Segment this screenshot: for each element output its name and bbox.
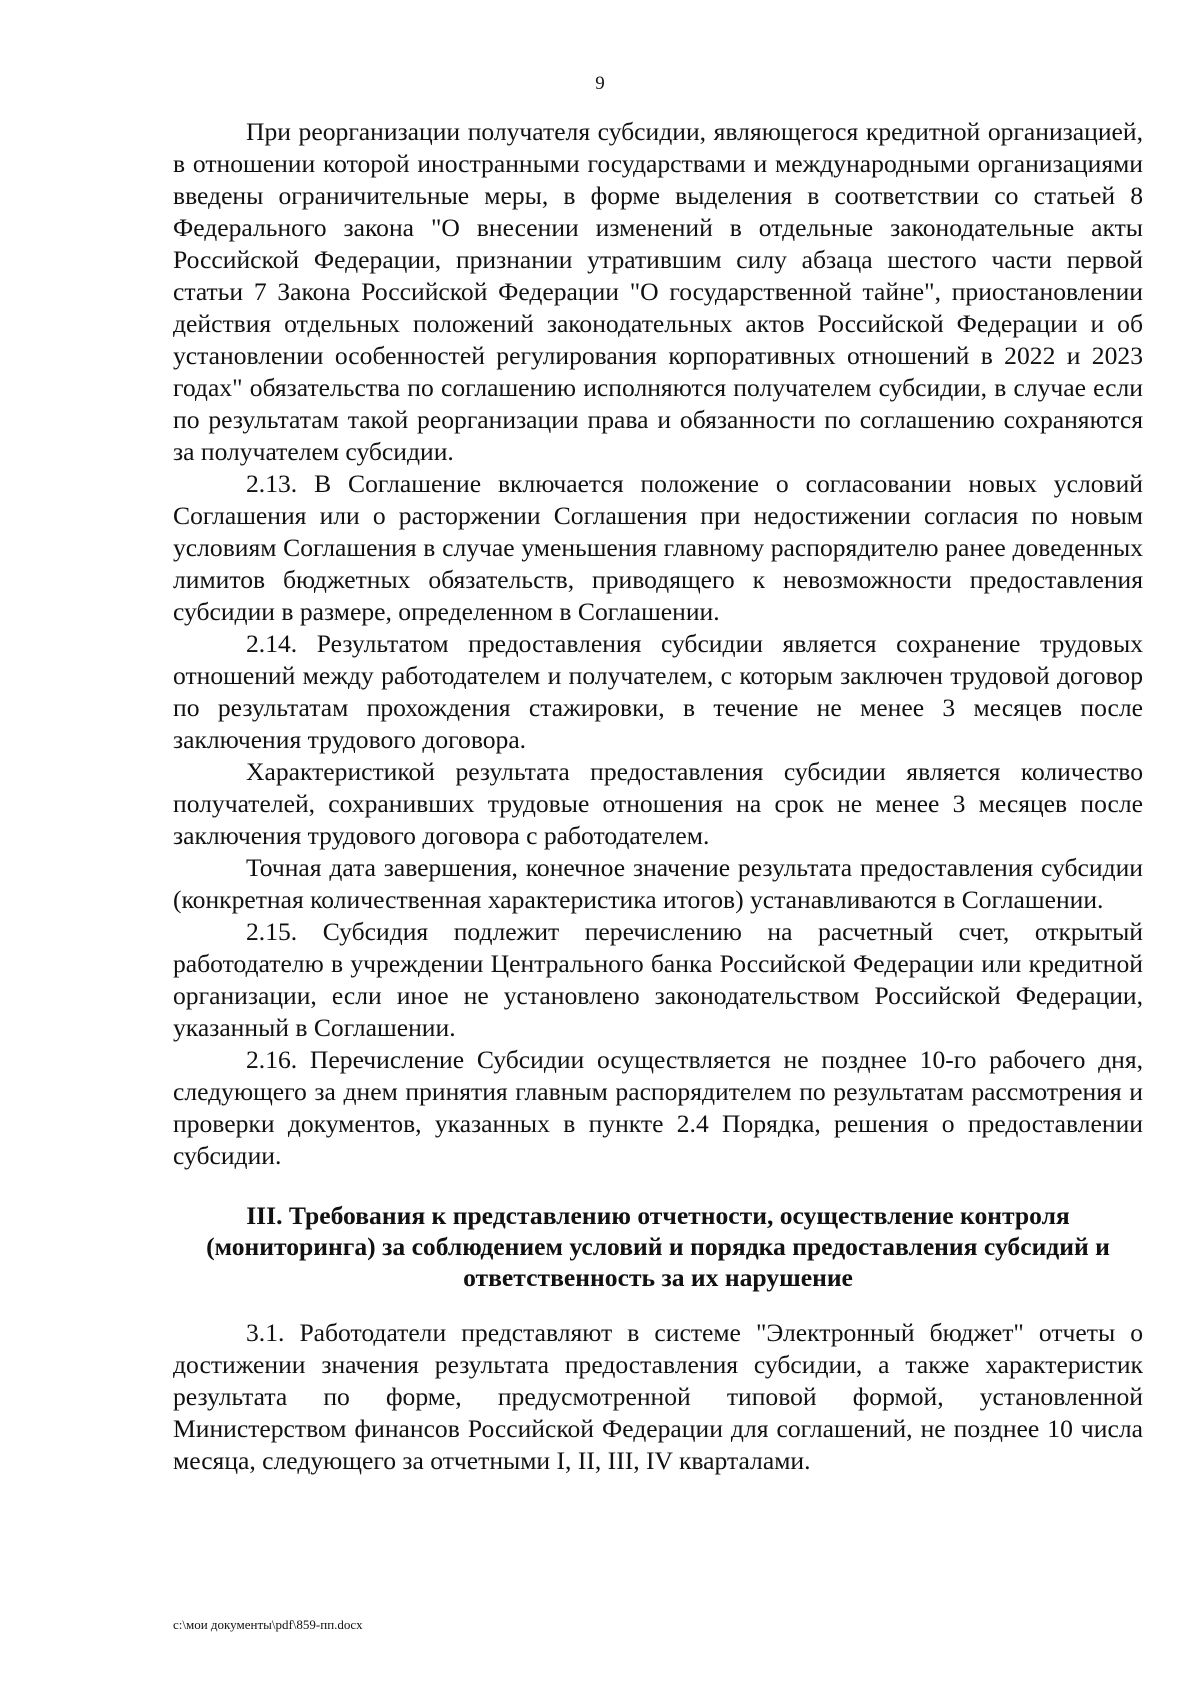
document-body (173, 116, 1143, 1477)
paragraph-2-14-exact-date: Точная дата завершения, конечное значение результата предоставления субсидии (конкретная количественная характеристика итогов) устанавливаются в Соглашении. (173, 853, 1143, 914)
page-number: 9 (595, 73, 605, 94)
paragraph-2-14-characteristic: Характеристикой результата предоставления субсидии является количество получателей, сохранивших трудовые отношения на срок не менее 3 месяцев после заключения трудового договора с работодателем. (173, 757, 1143, 850)
paragraph-2-13: 2.13. В Соглашение включается положение о согласовании новых условий Соглашения или о расторжении Соглашения при недостижении согласия по новым условиям Соглашения в случае уменьшения главному распорядителю ранее доведенных лимитов бюджетных обязательств, приводящего к невозможности предоставления субсидии в размере, определенном в Соглашении. (173, 469, 1143, 626)
paragraph-2-16: 2.16. Перечисление Субсидии осуществляется не позднее 10-го рабочего дня, следующего за днем принятия главным распорядителем по результатам рассмотрения и проверки документов, указанных в пункте 2.4 Порядка, решения о предоставлении субсидии. (173, 1045, 1143, 1170)
paragraph-2-14: 2.14. Результатом предоставления субсидии является сохранение трудовых отношений между работодателем и получателем, с которым заключен трудовой договор по результатам прохождения стажировки, в течение не менее 3 месяцев после заключения трудового договора. (173, 629, 1143, 754)
paragraph-reorganization: При реорганизации получателя субсидии, являющегося кредитной организацией, в отношении которой иностранными государствами и международными организациями введены ограничительные меры, в форме выделения в соответствии со статьей 8 Федерального закона "О внесении изменений в отдельные законодательные акты Российской Федерации, признании утратившим силу абзаца шестого части первой статьи 7 Закона Российской Федерации "О государственной тайне", приостановлении действия отдельных положений законодательных актов Российской Федерации и об установлении особенностей регулирования корпоративных отношений в 2022 и 2023 годах" обязательства по соглашению исполняются получателем субсидии, в случае если по результатам такой реорганизации права и обязанности по соглашению сохраняются за получателем субсидии. (173, 117, 1143, 466)
footer-file-path: c:\мои документы\pdf\859-пп.docx (173, 1617, 363, 1632)
paragraph-3-1: 3.1. Работодатели представляют в системе "Электронный бюджет" отчеты о достижении значения результата предоставления субсидии, а также характеристик результата по форме, предусмотренной типовой формой, установленной Министерством финансов Российской Федерации для соглашений, не позднее 10 числа месяца, следующего за отчетными I, II, III, IV кварталами. (173, 1318, 1143, 1475)
section-heading-iii: III. Требования к представлению отчетности, осуществление контроля (мониторинга) за соблюдением условий и порядка предоставления субсидий и ответственность за их нарушение (206, 1201, 1110, 1292)
paragraph-2-15: 2.15. Субсидия подлежит перечислению на расчетный счет, открытый работодателю в учреждении Центрального банка Российской Федерации или кредитной организации, если иное не установлено законодательством Российской Федерации, указанный в Соглашении. (173, 917, 1143, 1042)
